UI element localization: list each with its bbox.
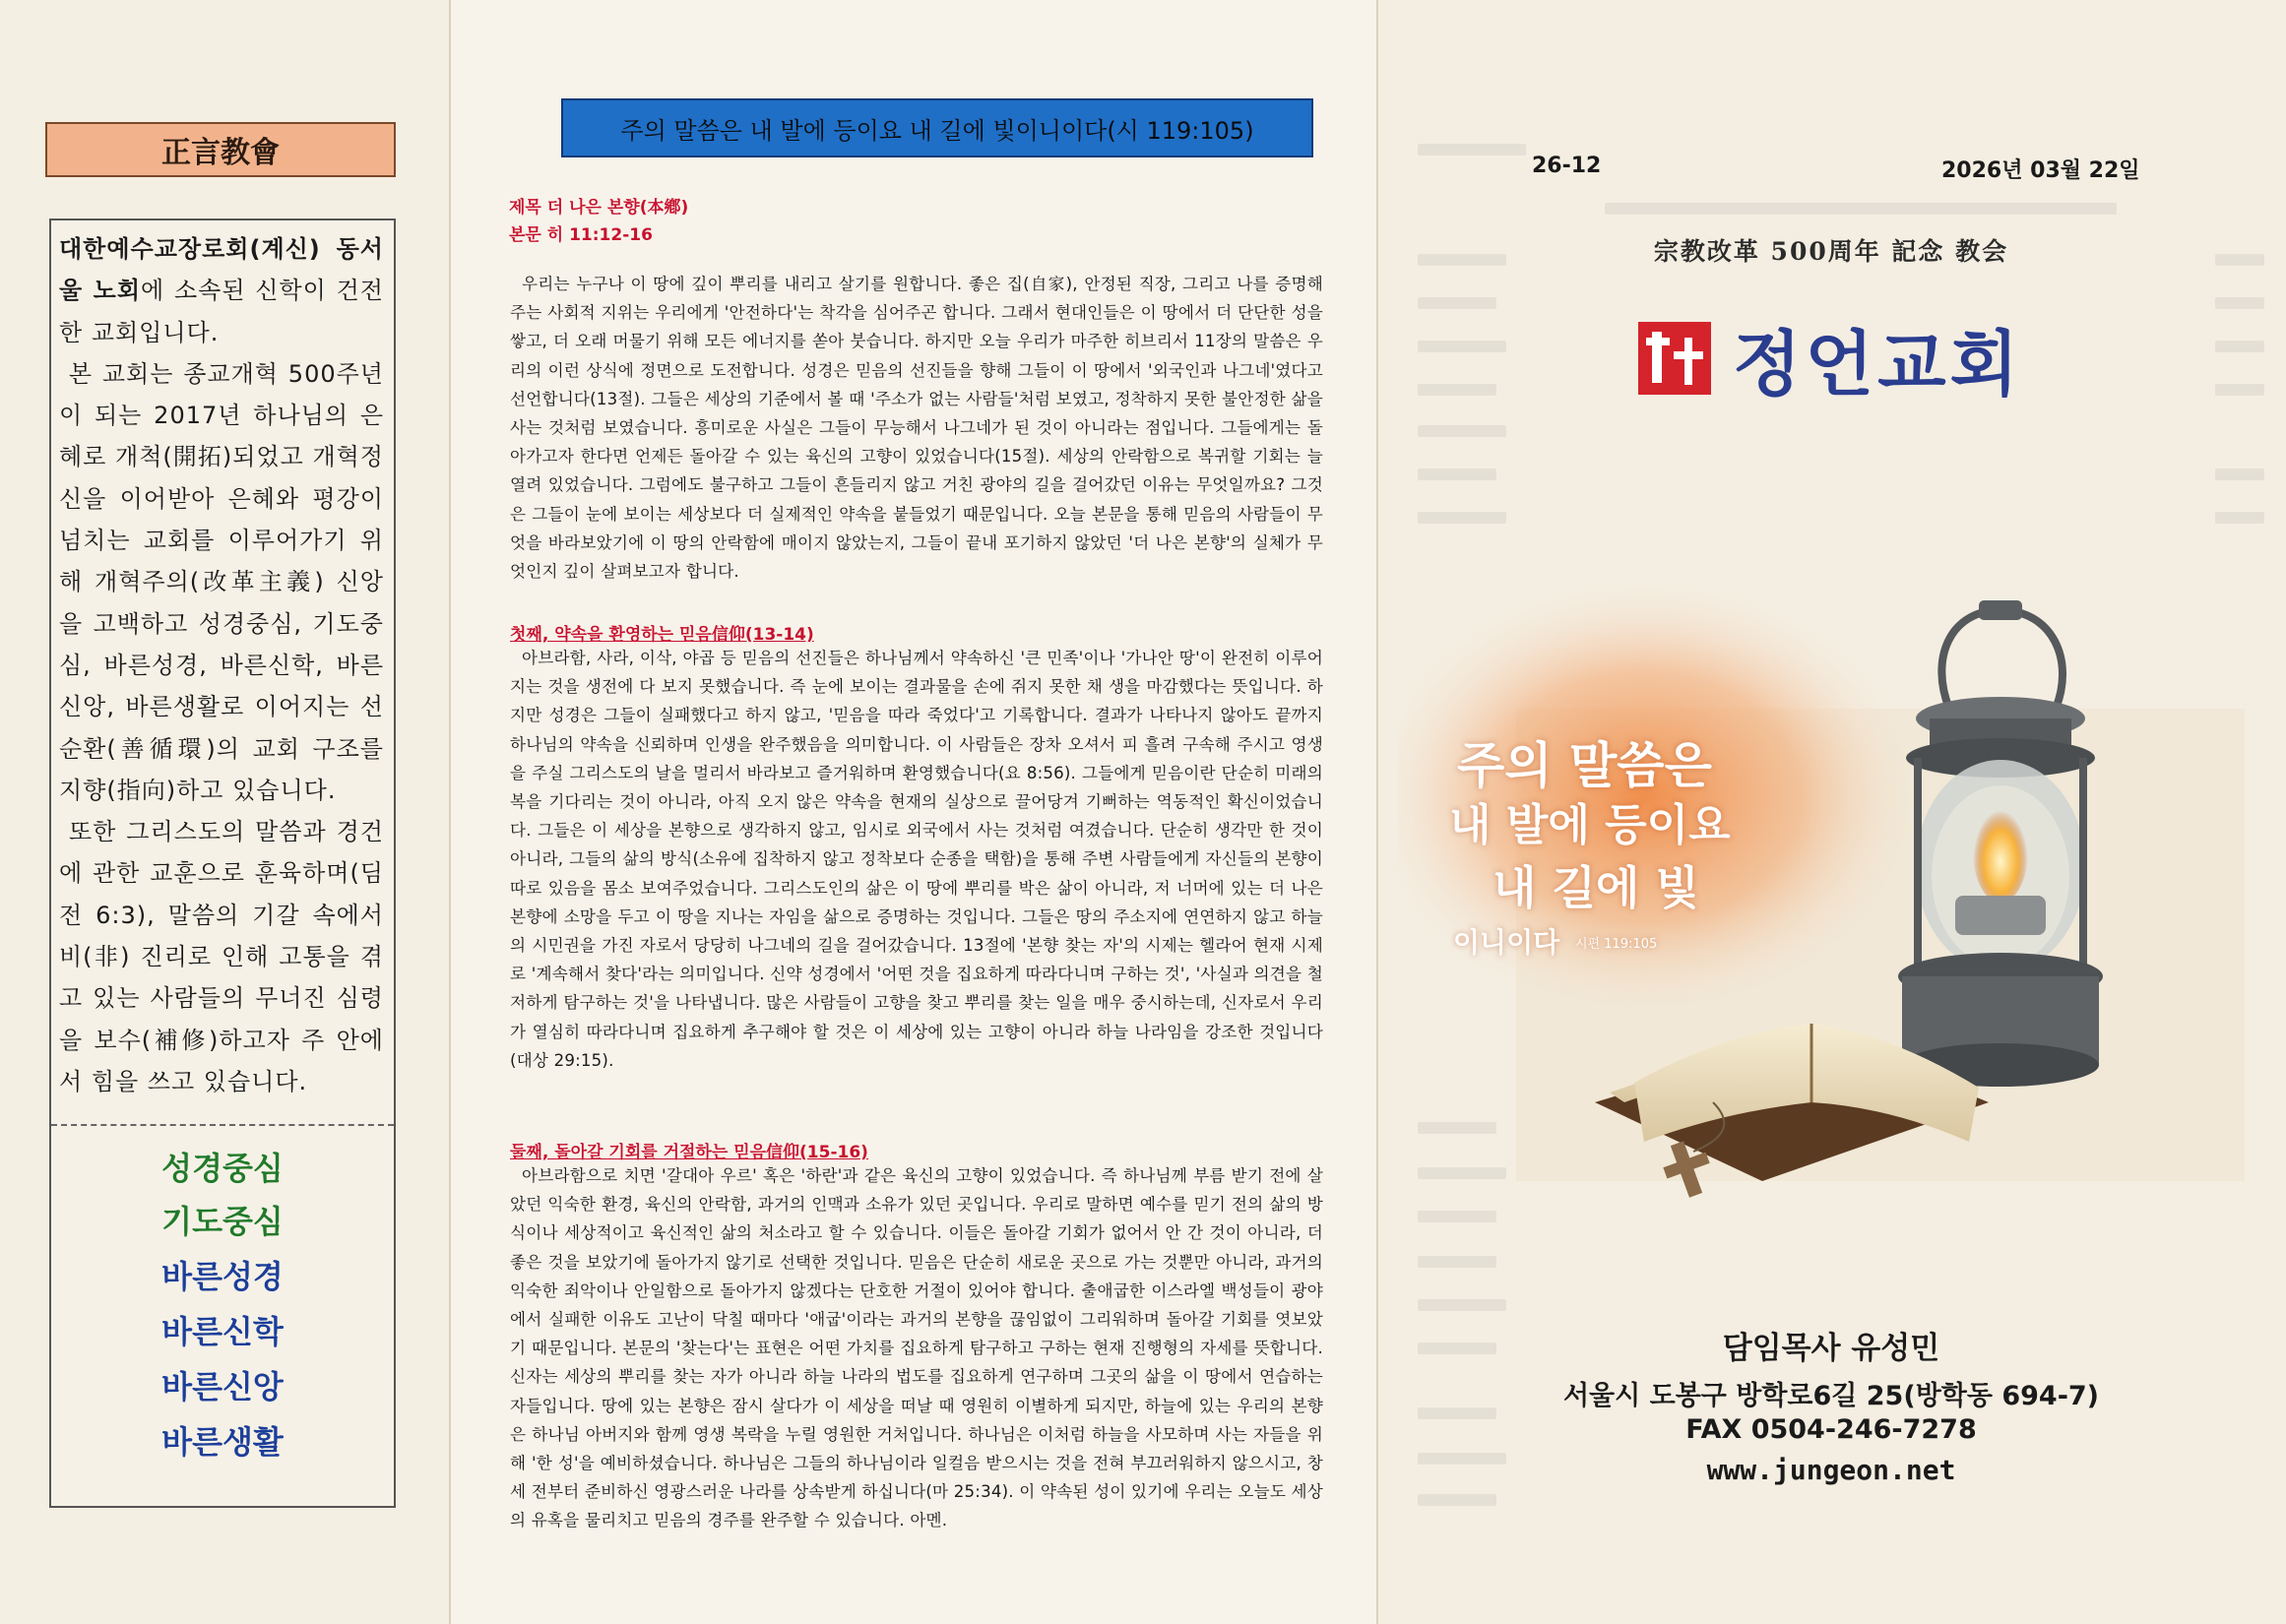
church-hanja-tag: 正言教會 (45, 122, 396, 177)
church-logo-icon (1638, 322, 1711, 395)
issue-number: 26-12 (1532, 154, 1602, 178)
pastor-name: 담임목사 유성민 (1722, 1331, 1940, 1366)
fax-number: FAX 0504-246-7278 (1685, 1414, 1977, 1445)
sermon-paragraph: 우리는 누구나 이 땅에 깊이 뿌리를 내리고 살기를 원합니다. 좋은 집(自家), 안정된 직장, 그리고 나를 증명해 주는 사회적 지위는 우리에게 '안전하다'는 착각을 심어주곤 합니다. 그래서 현대인들은 이 땅에서 더 단단한 성을 쌓고, 더 오래 머물기 위해 모든 에너지를 쏟아 붓습니다. 하지만 오늘 우리가 마주한 히브리서 11장의 말씀은 우리의 이런 상식에 정면으로 도전합니다. 성경은 믿음의 선진들을 향해 그들이 이 땅에서 '외국인과 나그네'였다고 선언합니다(13절). 그들은 세상의 기준에서 볼 때 '주소가 없는 사람들'처럼 보였고, 정착하지 못한 불안정한 삶을 사는 것처럼 보였습니다. 흥미로운 사실은 그들이 무능해서 나그네가 된 것이 아니라는 점입니다. 그들에게는 돌아가고자 한다면 언제든 돌아갈 수 있는 육신의 고향이 있었습니다(15절). 세상의 안락함으로 복귀할 기회는 늘 열려 있었습니다. 그럼에도 불구하고 그들이 흔들리지 않고 거친 광야의 길을 걸어갔던 이유는 무엇일까요? 그것은 그들이 눈에 보이는 세상보다 더 실제적인 약속을 붙들었기 때문입니다. 오늘 본문을 통해 믿음의 사람들이 무엇을 바라보았기에 이 땅의 안락함에 매이지 않았는지, 그들이 끝내 포기하지 않았던 '더 나은 본향'의 실체가 무엇인지 깊이 살펴보고자 합니다. (510, 275, 1323, 582)
church-name: 정언교회 (1733, 323, 2023, 406)
motto-item: 바른생활 (161, 1423, 284, 1461)
intro-text: 에 소속된 신학이 건전한 교회입니다. (59, 277, 384, 346)
reformation-anniversary-line: 宗教改革 500周年 記念 教会 (1653, 237, 2009, 266)
section-2-body (510, 1161, 1323, 1535)
art-verse-line: 내 길에 빛 (1492, 861, 1699, 914)
sermon-text-reference: 본문 히 11:12-16 (509, 225, 653, 245)
intro-bold-text: 대한예수교장로회(계신) 동서울 노회 (59, 235, 384, 305)
verse-banner: 주의 말씀은 내 발에 등이요 내 길에 빛이니이다(시 119:105) (561, 98, 1313, 157)
intro-paragraph-1 (59, 228, 384, 353)
art-verse-line: 주의 말씀은 (1457, 737, 1712, 794)
sermon-paragraph: 아브라함으로 치면 '갈대아 우르' 혹은 '하란'과 같은 육신의 고향이 있었습니다. 즉 하나님께 부름 받기 전에 살았던 익숙한 환경, 육신의 안락함, 과거의 인맥과 소유가 있던 곳입니다. 우리로 말하면 예수를 믿기 전의 삶의 방식이나 세상적이고 육신적인 삶의 처소라고 할 수 있습니다. 이들은 돌아갈 기회가 없어서 안 간 것이 아니라, 더 좋은 것을 보았기에 돌아가지 않기로 선택한 것입니다. 믿음은 단순히 새로운 곳으로 가는 것뿐만 아니라, 과거의 익숙한 죄악이나 안일함으로 돌아가지 않겠다는 단호한 거절이 있어야 합니다. 출애굽한 이스라엘 백성들이 광야에서 실패한 이유도 고난이 닥칠 때마다 '애굽'이라는 과거의 본향을 끊임없이 그리워하며 돌아갈 기회를 엿보았기 때문입니다. 본문의 '찾는다'는 표현은 어떤 가치를 집요하게 탐구하고 구하는 현재 진행형의 자세를 뜻합니다. 신자는 세상의 뿌리를 찾는 자가 아니라 하늘 나라의 법도를 집요하게 연구하며 그곳의 삶을 이 땅에서 연습하는 자들입니다. 땅에 있는 본향은 잠시 살다가 이 세상을 떠날 때 영원히 이별하게 되지만, 하늘에 있는 우리의 본향은 하나님 아버지와 함께 영생 복락을 누릴 영원한 거처입니다. 하나님은 이처럼 하늘을 사모하며 사는 자들을 위해 '한 성'을 예비하셨습니다. 하나님은 그들의 하나님이라 일컬음 받으시는 것을 전혀 부끄러워하지 않으시고, 창세 전부터 준비하신 영광스러운 나라를 상속받게 하십니다(마 25:34). 이 약속된 성이 있기에 우리는 오늘도 세상의 유혹을 물리치고 믿음의 경주를 완주할 수 있습니다. 아멘. (510, 1166, 1323, 1530)
issue-date: 2026년 03월 22일 (1941, 158, 2140, 183)
intro-text: 또한 그리스도의 말씀과 경건에 관한 교훈으로 훈육하며(딤전 6:3), 말씀의 기갈 속에서 비(非) 진리로 인해 고통을 겪고 있는 사람들의 무너진 심령을 보수(補修)하고자 주 안에서 힘을 쓰고 있습니다. (59, 818, 384, 1095)
section-1-heading: 첫째, 약속을 환영하는 믿음信仰(13-14) (510, 625, 814, 645)
art-verse-reference: 시편 119:105 (1575, 937, 1658, 952)
church-address: 서울시 도봉구 방학로6길 25(방학동 694-7) (1562, 1381, 2100, 1411)
motto-divider (51, 1124, 394, 1126)
oil-lantern-illustration (1898, 600, 2103, 1087)
motto-item: 성경중심 (161, 1150, 284, 1187)
sermon-title: 제목 더 나은 본향(本鄕) (509, 198, 689, 218)
motto-item: 바른성경 (161, 1258, 284, 1295)
church-introduction (59, 228, 384, 1102)
church-logo (1638, 307, 2022, 409)
section-1-body (510, 644, 1323, 1075)
lantern-bible-artwork (1398, 551, 2264, 1220)
section-2-heading: 둘째, 돌아갈 기회를 거절하는 믿음信仰(15-16) (510, 1143, 868, 1162)
motto-item: 기도중심 (161, 1203, 284, 1240)
art-verse-line: 내 발에 등이요 (1449, 800, 1731, 850)
website-link[interactable]: www.jungeon.net (1706, 1454, 1956, 1486)
intro-paragraph-3 (59, 811, 384, 1102)
intro-paragraph-2 (59, 353, 384, 811)
intro-text: 본 교회는 종교개혁 500주년이 되는 2017년 하나님의 은혜로 개척(開拓)되었고 개혁정신을 이어받아 은혜와 평강이 넘치는 교회를 이루어가기 위해 개혁주의(改革主義) 신앙을 고백하고 성경중심, 기도중심, 바른성경, 바른신학, 바른신앙, 바른생활로 이어지는 선순환(善循環)의 교회 구조를 지향(指向)하고 있습니다. (59, 359, 384, 804)
sermon-paragraph: 아브라함, 사라, 이삭, 야곱 등 믿음의 선진들은 하나님께서 약속하신 '큰 민족'이나 '가나안 땅'이 완전히 이루어지는 것을 생전에 다 보지 못했습니다. 즉 눈에 보이는 결과물을 손에 쥐지 못한 채 생을 마감했다는 뜻입니다. 하지만 성경은 그들이 실패했다고 하지 않고, '믿음을 따라 죽었다'고 기록합니다. 결과가 나타나지 않아도 끝까지 하나님의 약속을 신뢰하며 인생을 완주했음을 의미합니다. 이 사람들은 장차 오셔서 피 흘려 구속해 주시고 영생을 주실 그리스도의 날을 멀리서 바라보고 즐거워하며 환영했습니다(요 8:56). 그들에게 믿음이란 단순히 미래의 복을 기다리는 것이 아니라, 아직 오지 않은 약속을 현재의 실상으로 끌어당겨 기뻐하는 역동적인 확신이었습니다. 그들은 이 세상을 본향으로 생각하지 않고, 임시로 외국에서 사는 것처럼 여겼습니다. 단순히 생각만 한 것이 아니라, 그들의 삶의 방식(소유에 집착하지 않고 정착보다 순종을 택함)을 통해 주변 사람들에게 자신들의 본향이 따로 있음을 몸소 보여주었습니다. 그리스도인의 삶은 이 땅에 뿌리를 박은 삶이 아니라, 저 너머에 있는 더 나은 본향에 소망을 두고 이 땅을 지나는 자임을 삶으로 증명하는 것입니다. 그들은 땅의 주소지에 연연하지 않고 하늘의 시민권을 가진 자로서 당당히 나그네의 길을 걸어갔습니다. 13절에 '본향 찾는 자'의 시제는 헬라어 현재 시제로 '계속해서 찾다'라는 의미입니다. 신약 성경에서 '어떤 것을 집요하게 따라다니며 구하는 것', '사실과 의견을 철저하게 탐구하는 것'을 나타냅니다. 많은 사람들이 고향을 찾고 뿌리를 찾는 일을 매우 중시하는데, 신자로서 우리가 열심히 따라다니며 집요하게 추구해야 할 것은 이 세상에 있는 고향이 아니라 하늘 나라임을 강조한 것입니다(대상 29:15). (510, 649, 1323, 1070)
motto-item: 바른신학 (161, 1313, 284, 1350)
sermon-intro (510, 270, 1323, 586)
left-panel (0, 0, 451, 1624)
art-verse-line: 이니이다 (1453, 926, 1560, 959)
motto-item: 바른신앙 (161, 1368, 284, 1405)
